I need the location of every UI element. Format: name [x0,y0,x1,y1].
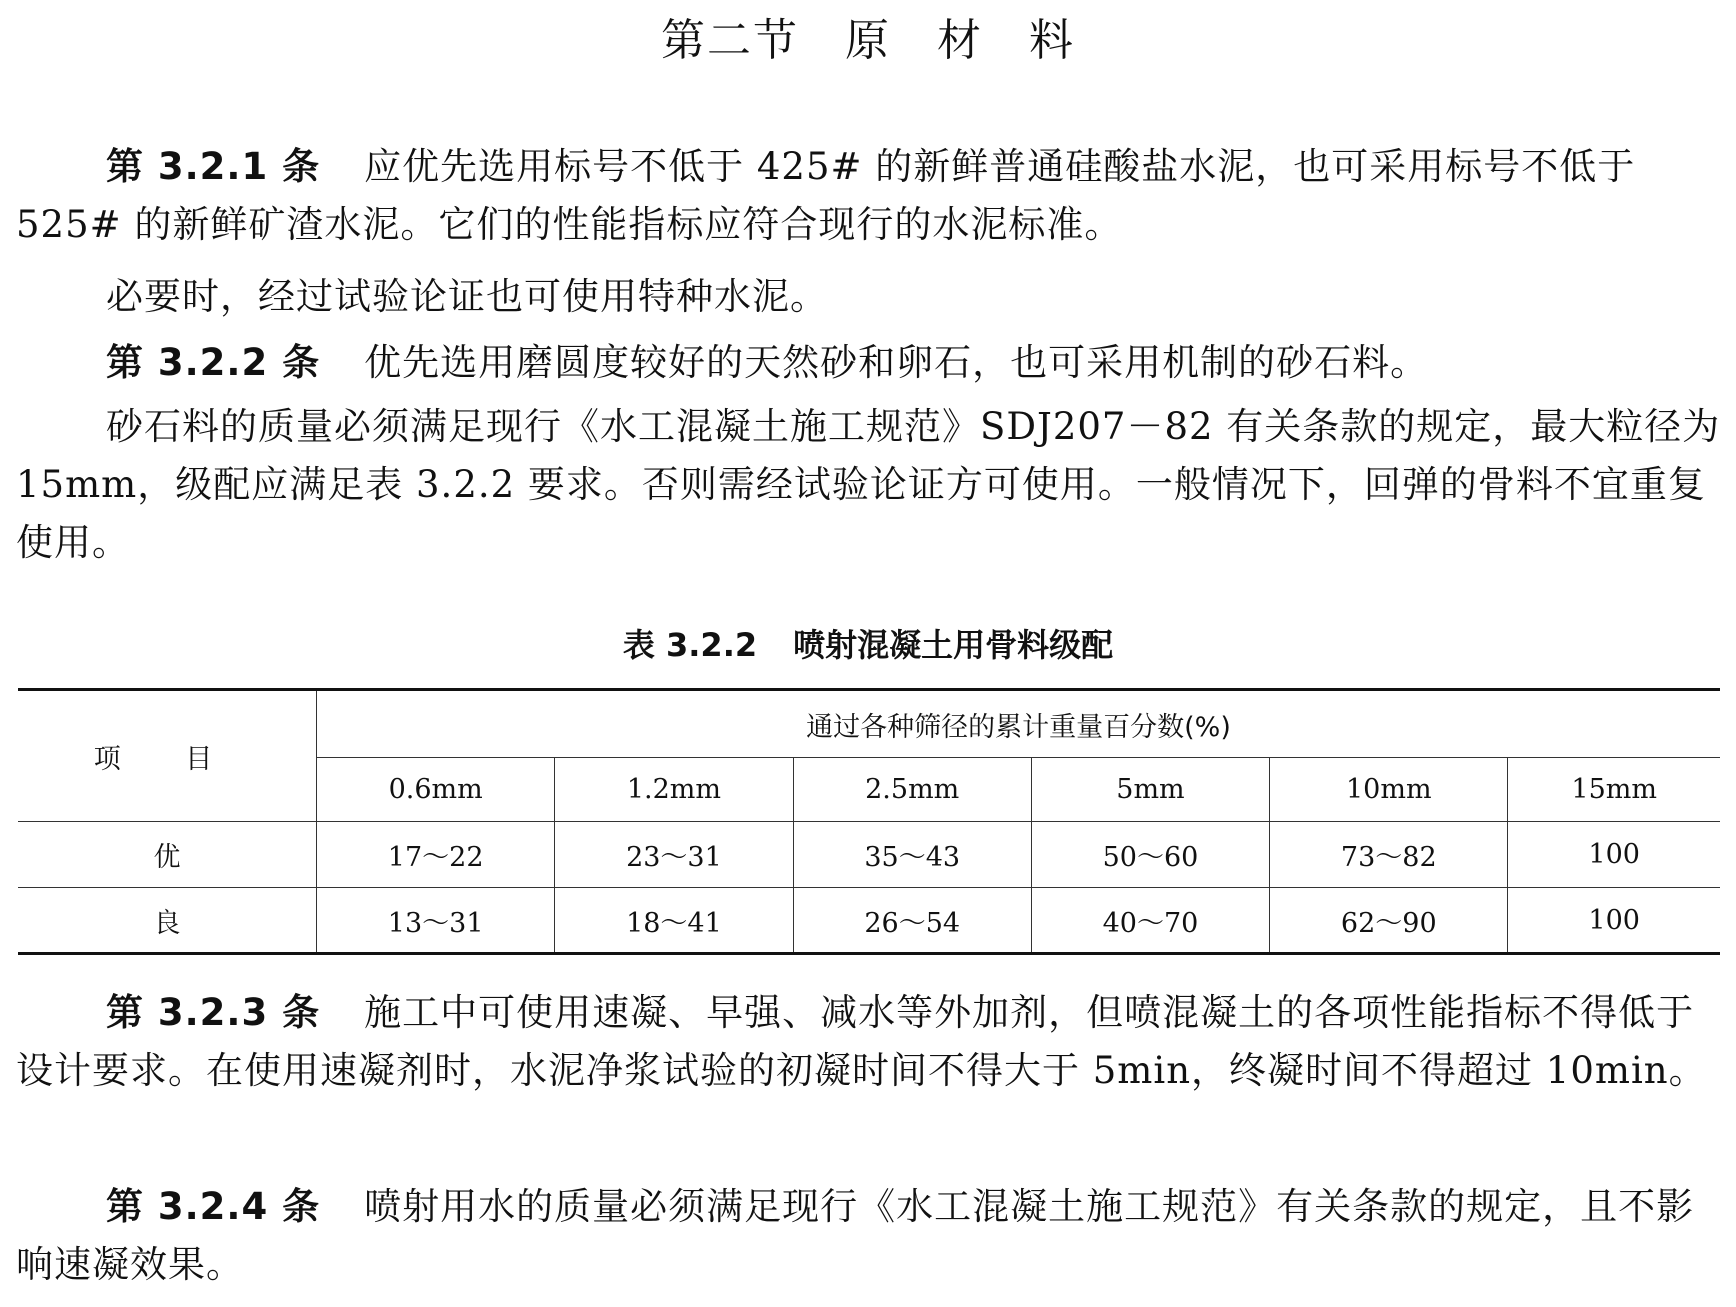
table-cell: 40～70 [1031,888,1269,954]
table-row [18,888,1720,954]
table-cell: 100 [1508,822,1720,888]
aggregate-grading-table [18,688,1720,955]
table-cell: 26～54 [793,888,1031,954]
table-cell: 23～31 [555,822,793,888]
item-header: 项 目 [18,690,317,822]
article-text: 应优先选用标号不低于 425# 的新鲜普通硅酸盐水泥，也可采用标号不低于 525# 的新鲜矿渣水泥。它们的性能指标应符合现行的水泥标准。 [16,145,1636,246]
table-caption [0,620,1736,666]
table-cell: 73～82 [1270,822,1508,888]
table-cell: 62～90 [1270,888,1508,954]
table-cell: 18～41 [555,888,793,954]
row-label: 优 [18,822,317,888]
sieve-size-cell: 5mm [1031,758,1269,822]
article-text: 施工中可使用速凝、早强、减水等外加剂，但喷混凝土的各项性能指标不得低于设计要求。在使用速凝剂时，水泥净浆试验的初凝时间不得大于 5min，终凝时间不得超过 10min。 [16,991,1707,1092]
table-caption-number: 表 3.2.2 [622,626,758,664]
group-header: 通过各种筛径的累计重量百分数(%) [317,690,1721,758]
table-cell: 13～31 [317,888,555,954]
article-number: 第 3.2.3 条 [106,991,321,1034]
section-title-char-2: 材 [937,15,983,66]
article-3-2-2-continuation [16,398,1722,572]
row-label: 良 [18,888,317,954]
table-row [18,822,1720,888]
article-text: 优先选用磨圆度较好的天然砂和卵石，也可采用机制的砂石料。 [364,341,1429,384]
sieve-size-cell: 15mm [1508,758,1720,822]
table-cell: 100 [1508,888,1720,954]
section-title-char-3: 料 [1029,15,1075,66]
paragraph-text: 必要时，经过试验论证也可使用特种水泥。 [106,275,828,318]
table-caption-title: 喷射混凝土用骨料级配 [793,626,1114,664]
table-cell: 17～22 [317,822,555,888]
table-cell: 35～43 [793,822,1031,888]
article-3-2-1-continuation [16,268,1722,326]
section-title [0,4,1736,68]
section-title-number: 第二节 [661,15,799,66]
paragraph-text: 砂石料的质量必须满足现行《水工混凝土施工规范》SDJ207－82 有关条款的规定，最大粒径为 15mm，级配应满足表 3.2.2 要求。否则需经试验论证方可使用。一般情况下，回弹的骨料不宜重复使用。 [16,405,1721,564]
article-3-2-3 [16,984,1722,1100]
article-number: 第 3.2.1 条 [106,145,321,188]
article-number: 第 3.2.2 条 [106,341,321,384]
table-header-row [18,690,1720,758]
sieve-size-cell: 0.6mm [317,758,555,822]
sieve-size-cell: 10mm [1270,758,1508,822]
article-3-2-1 [16,138,1722,254]
section-title-char-1: 原 [845,15,891,66]
article-3-2-2 [16,334,1722,392]
article-3-2-4 [16,1178,1722,1294]
sieve-size-cell: 2.5mm [793,758,1031,822]
article-number: 第 3.2.4 条 [106,1185,321,1228]
article-text: 喷射用水的质量必须满足现行《水工混凝土施工规范》有关条款的规定，且不影响速凝效果。 [16,1185,1695,1286]
sieve-size-cell: 1.2mm [555,758,793,822]
table-cell: 50～60 [1031,822,1269,888]
